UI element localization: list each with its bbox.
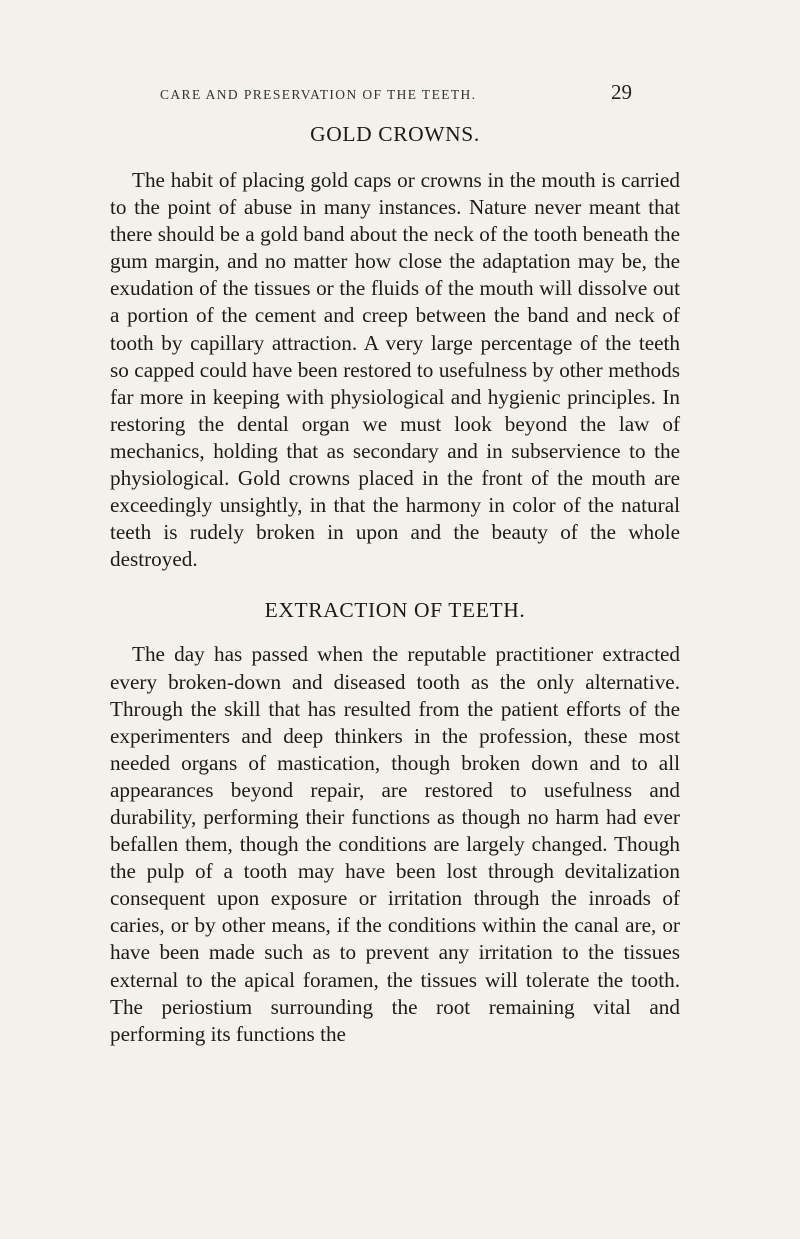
section-heading-gold-crowns: GOLD CROWNS. [310, 122, 480, 146]
paragraph-gold-crowns: The habit of placing gold caps or crowns in the mouth is carried to the point of abuse in many instances. Nature never meant that there should be a gold band about the neck of the tooth beneath the gum margin, and no matter how close the adaptation may be, the exudation of the tissues or the fluids of the mouth will dissolve out a portion of the cement and creep between the band and neck of tooth by capillary attraction. A very large percentage of the teeth so capped could have been restored to usefulness by other methods far more in keeping with physiological and hygienic principles. In restoring the dental organ we must look beyond the law of mechanics, holding that as secondary and in subservience to the physiological. Gold crowns placed in the front of the mouth are exceedingly unsightly, in that the harmony in color of the natural teeth is rudely broken in upon and the beauty of the whole destroyed. [110, 168, 680, 572]
section-heading-extraction: EXTRACTION OF TEETH. [264, 598, 526, 623]
text-column [110, 119, 680, 1048]
page-number: 29 [611, 80, 632, 104]
paragraph-extraction: The day has passed when the reputable practitioner extracted every broken-down and diseased tooth as the only alternative. Through the skill that has resulted from the patient efforts of the experimenters and deep thinkers in the profession, these most needed organs of mastication, though broken down and to all appearances beyond repair, are restored to usefulness and durability, performing their functions as though no harm had ever befallen them, though the conditions are largely changed. Though the pulp of a tooth may have been lost through devitalization consequent upon exposure or irritation through the inroads of caries, or by other means, if the conditions within the canal are, or have been made such as to prevent any irritation to the tissues external to the apical foramen, the tissues will tolerate the tooth. The periostium surrounding the root remaining vital and performing its functions the [110, 642, 680, 1046]
running-title: CARE AND PRESERVATION OF THE TEETH. [160, 87, 477, 102]
running-head [160, 80, 632, 102]
